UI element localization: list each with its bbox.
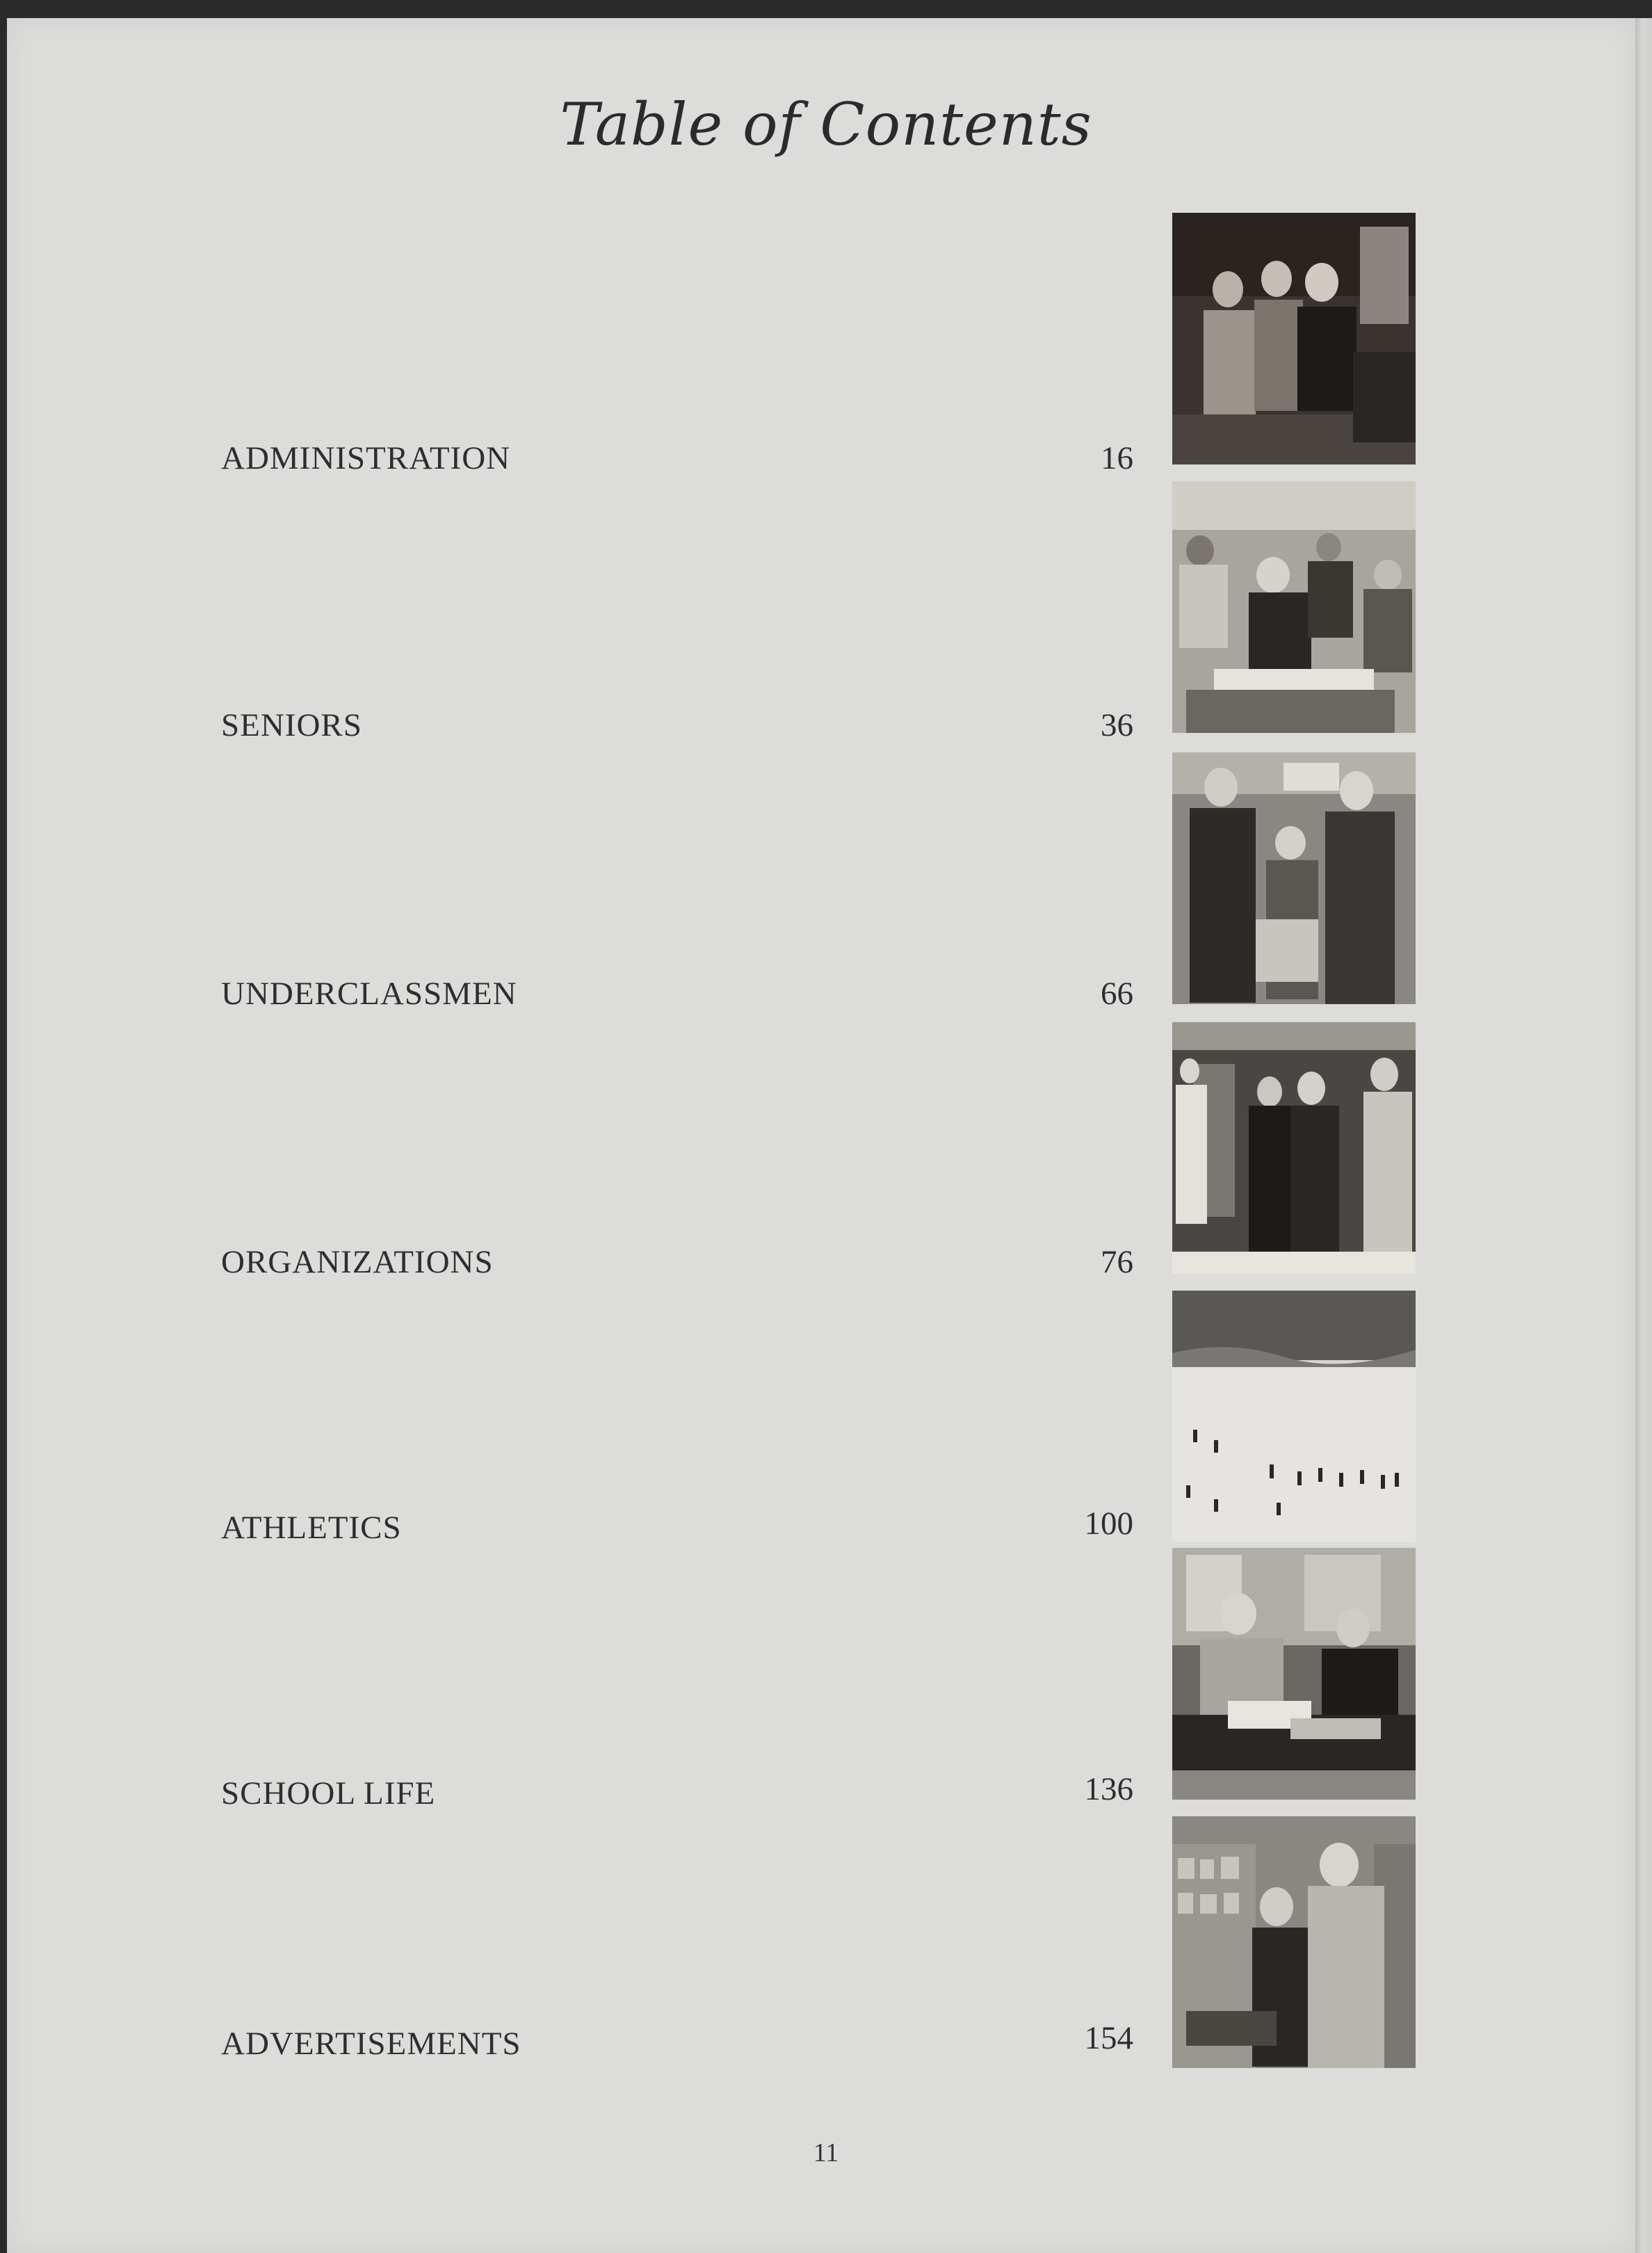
toc-entry-school-life: SCHOOL LIFE — [221, 1775, 436, 1811]
page-edge — [1635, 18, 1652, 2253]
toc-page-number: 100 — [1084, 1505, 1133, 1542]
toc-page-number: 66 — [1101, 976, 1133, 1012]
students-studying-photo — [1172, 1548, 1416, 1800]
faculty-lounge-photo — [1172, 213, 1416, 465]
toc-entry-advertisements: ADVERTISEMENTS — [221, 2026, 521, 2062]
toc-entry-organizations: ORGANIZATIONS — [221, 1244, 494, 1280]
page-number: 11 — [813, 2138, 839, 2167]
toc-page-number: 76 — [1101, 1244, 1133, 1280]
toc-page-number: 16 — [1101, 440, 1133, 476]
students-at-desks-photo — [1172, 481, 1416, 733]
page-title: Table of Contents — [560, 90, 1092, 159]
bookstore-photo — [1172, 1816, 1416, 2068]
toc-entry-underclassmen: UNDERCLASSMEN — [221, 976, 517, 1012]
stage-play-photo — [1172, 1022, 1416, 1274]
toc-entry-seniors: SENIORS — [221, 707, 362, 743]
students-carrying-books-photo — [1172, 752, 1416, 1004]
toc-page-number: 36 — [1101, 707, 1133, 743]
toc-entry-administration: ADMINISTRATION — [221, 440, 511, 476]
toc-page-number: 136 — [1084, 1771, 1133, 1807]
ice-skating-photo — [1172, 1291, 1416, 1542]
toc-page-number: 154 — [1084, 2020, 1133, 2056]
toc-entry-athletics: ATHLETICS — [221, 1510, 402, 1546]
